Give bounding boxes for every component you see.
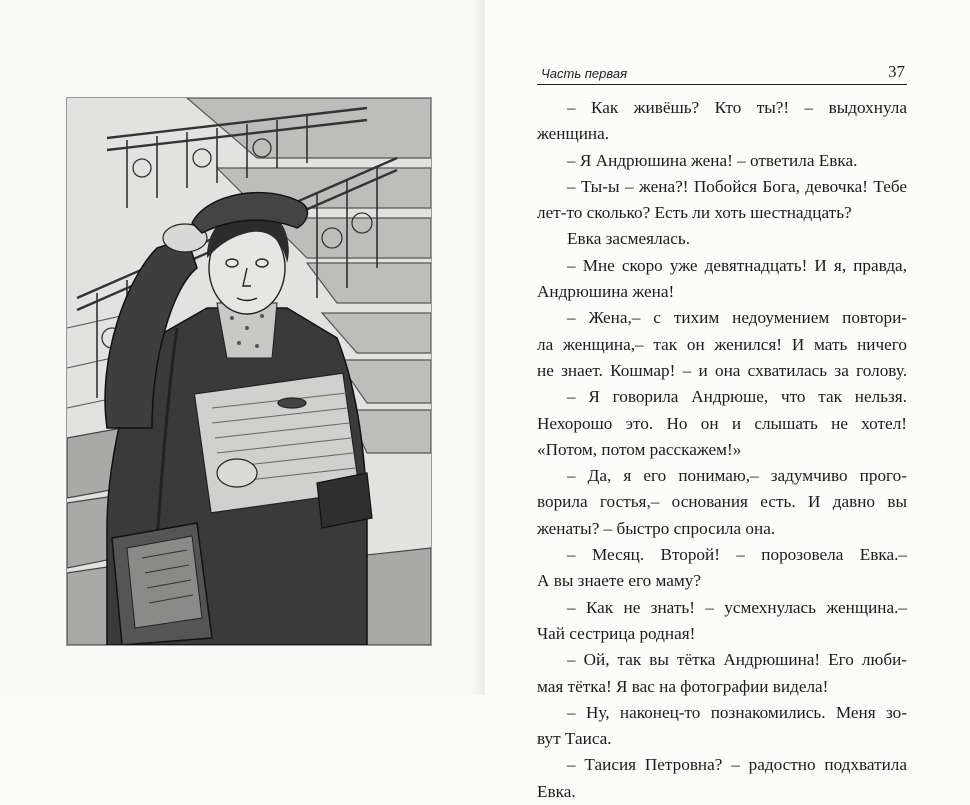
text-line: ворила гостья,– основания есть. И давно вы — [537, 492, 907, 512]
text-line: лет-то сколько? Есть ли хоть шестнадцать? — [537, 203, 852, 223]
text-line: – Как не знать! – усмехнулась женщина.– — [567, 597, 907, 617]
running-head — [537, 62, 907, 85]
text-line: – Ой, так вы тётка Андрюшина! Его люби- — [567, 650, 907, 670]
text-line: А вы знаете его маму? — [537, 571, 701, 591]
text-line: Евка. — [537, 781, 576, 801]
text-line: – Таисия Петровна? – радостно подхватила — [567, 755, 907, 775]
text-line: Чай сестрица родная! — [537, 623, 696, 643]
text-line: женаты? – быстро спросила она. — [537, 518, 776, 538]
text-line: не знает. Кошмар! – и она схватилась за голову. — [537, 360, 907, 380]
body-text — [537, 95, 907, 805]
text-line: – Я говорила Андрюше, что так нельзя. — [567, 387, 907, 407]
left-page — [0, 0, 485, 695]
text-line: – Ты-ы – жена?! Побойся Бога, девочка! Тебе — [567, 176, 907, 196]
text-line: – Ну, наконец-то познакомились. Меня зо- — [567, 702, 907, 722]
woman-on-staircase-illustration — [66, 97, 432, 646]
running-head-title: Часть первая — [541, 66, 628, 81]
text-line: Евка засмеялась. — [567, 229, 691, 249]
text-line: Андрюшина жена! — [537, 282, 675, 302]
text-line: – Жена,– с тихим недоумением повтори- — [567, 308, 907, 328]
text-line: Нехорошо это. Но он и слышать не хотел! — [537, 413, 907, 433]
text-line: – Да, я его понимаю,– задумчиво прого- — [567, 466, 907, 486]
text-line: вут Таиса. — [537, 729, 612, 749]
text-line: – Месяц. Второй! – порозовела Евка.– — [567, 545, 907, 565]
text-line: женщина. — [537, 124, 610, 144]
page-number: 37 — [888, 62, 905, 81]
text-line: – Я Андрюшина жена! – ответила Евка. — [567, 150, 858, 170]
text-line: – Как живёшь? Кто ты?! – выдохнула — [567, 98, 907, 117]
text-line: ла женщина,– так он женился! И мать ничего — [537, 334, 907, 354]
text-line: «Потом, потом расскажем!» — [537, 439, 742, 459]
text-line: мая тётка! Я вас на фотографии видела! — [537, 676, 829, 696]
text-line: – Мне скоро уже девятнадцать! И я, правда, — [567, 255, 907, 275]
